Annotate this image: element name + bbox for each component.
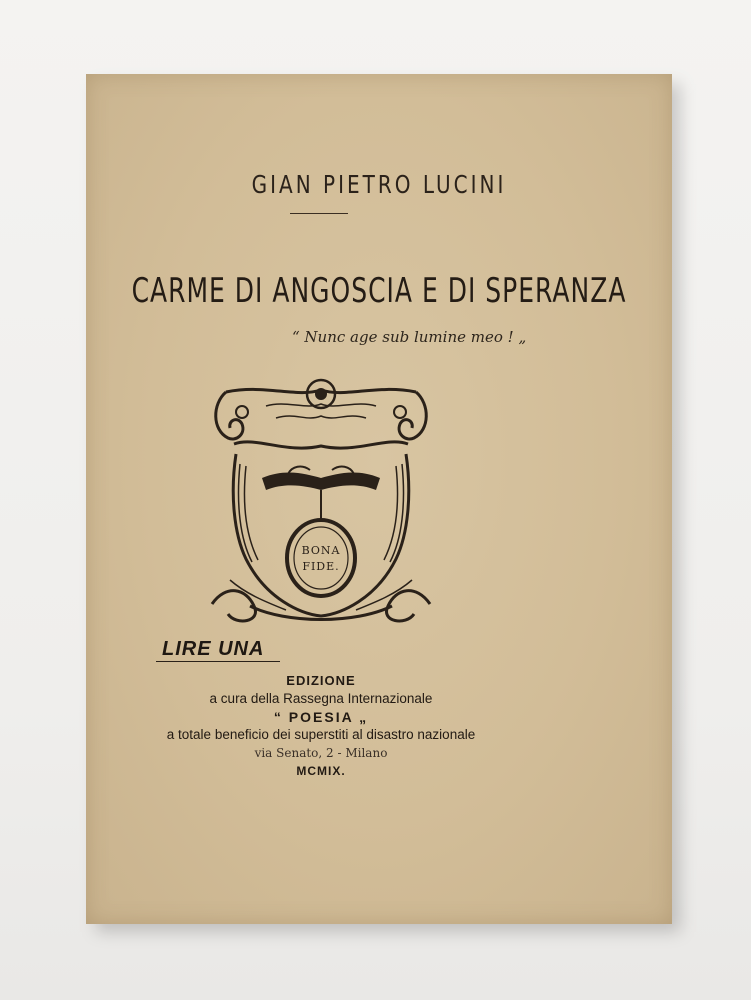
imprint-line-1: a cura della Rassegna Internazionale bbox=[209, 691, 433, 706]
emblem-motto-line2: FIDE. bbox=[302, 560, 340, 573]
author-name: GIAN PIETRO LUCINI bbox=[251, 169, 507, 199]
emblem-motto-line1: BONA bbox=[301, 544, 341, 557]
title-motto: “ Nunc age sub lumine meo ! „ bbox=[292, 328, 527, 346]
imprint-address: via Senato, 2 - Milano bbox=[254, 746, 388, 760]
price-label: LIRE UNA bbox=[162, 638, 265, 660]
price-underline bbox=[156, 661, 280, 662]
book-cover bbox=[86, 74, 672, 924]
imprint-line-2: a totale beneficio dei superstiti al disastro nazionale bbox=[166, 727, 476, 742]
imprint-year: MCMIX. bbox=[296, 764, 346, 778]
imprint-heading: EDIZIONE bbox=[286, 673, 356, 688]
book-title: CARME DI ANGOSCIA E DI SPERANZA bbox=[131, 270, 627, 311]
printer-emblem bbox=[206, 374, 436, 629]
author-divider bbox=[290, 213, 348, 214]
imprint-block bbox=[86, 672, 556, 780]
imprint-journal: “ POESIA „ bbox=[273, 709, 369, 725]
